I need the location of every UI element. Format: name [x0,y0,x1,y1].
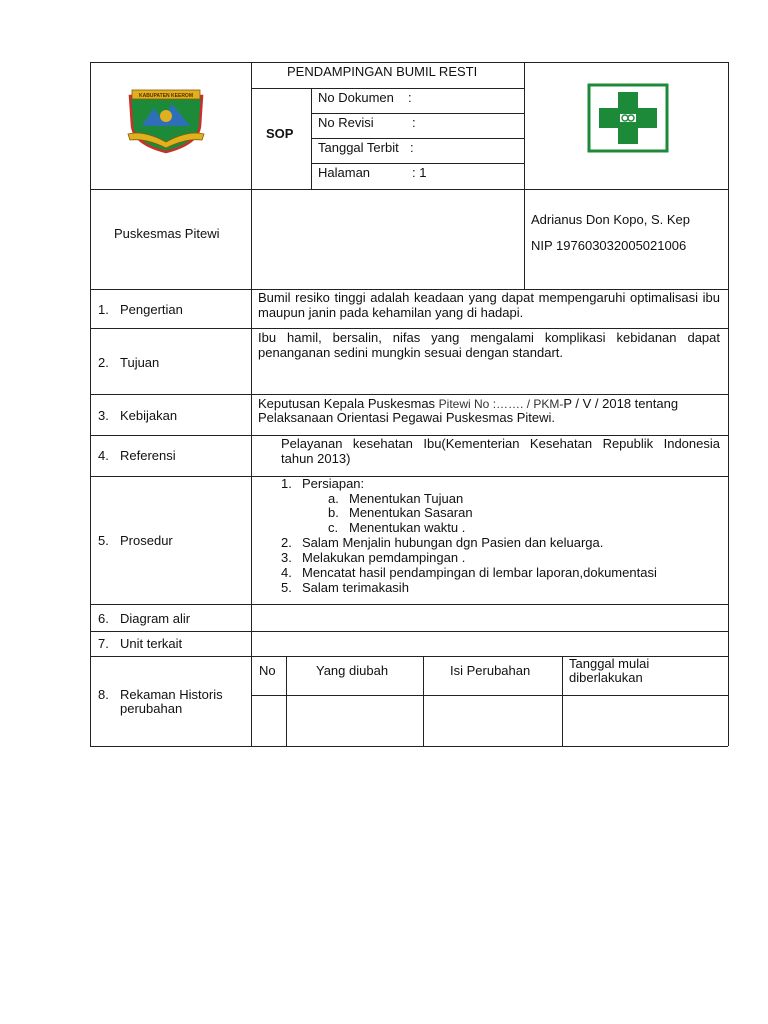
kebijakan-num: 3. [98,408,109,423]
sop-label: SOP [266,126,294,141]
prosedur-label: Prosedur [120,533,173,548]
kebijakan-label: Kebijakan [120,408,178,423]
kebijakan-text-line2: Pelaksanaan Orientasi Pegawai Puskesmas Pitewi. [258,410,555,425]
rekaman-col-tanggal-1: Tanggal mulai [569,656,650,671]
clinic-name: Puskesmas Pitewi [114,226,220,241]
field-halaman-label: Halaman [318,165,371,180]
list-item-num: 5. [281,580,292,595]
field-no-revisi-value: : [412,115,416,130]
list-item-num: 1. [281,476,292,491]
pengertian-num: 1. [98,302,109,317]
list-item: Menentukan Tujuan [349,491,464,506]
list-item-num: b. [328,505,339,520]
pengertian-text: Bumil resiko tinggi adalah keadaan yang dapat mempengaruhi optimalisasi ibu maupun janin pada kehamilan yang di hadapi. [258,290,720,320]
diagram-num: 6. [98,611,109,626]
list-item: Menentukan Sasaran [349,505,473,520]
pengertian-label: Pengertian [120,302,183,317]
unit-label: Unit terkait [120,636,183,651]
tujuan-num: 2. [98,355,109,370]
signer-name: Adrianus Don Kopo, S. Kep [531,212,690,227]
list-item-num: a. [328,491,339,506]
regency-logo [124,86,208,156]
rekaman-col-yang-diubah: Yang diubah [316,663,389,678]
list-item: Mencatat hasil pendampingan di lembar laporan,dokumentasi [302,565,657,580]
unit-num: 7. [98,636,109,651]
list-item: Persiapan: [302,476,365,491]
field-tanggal-terbit-value: : [410,140,414,155]
list-item-num: c. [328,520,339,535]
list-item-num: 3. [281,550,292,565]
kebijakan-text-a: Keputusan Kepala Puskesmas [258,396,439,411]
rekaman-label-1: Rekaman Historis [120,687,223,702]
list-item: Salam terimakasih [302,580,409,595]
rekaman-num: 8. [98,687,109,702]
field-no-dokumen-label: No Dokumen [318,90,394,105]
rekaman-label-2: perubahan [120,701,183,716]
prosedur-num: 5. [98,533,109,548]
field-halaman-value: : 1 [412,165,427,180]
tujuan-text: Ibu hamil, bersalin, nifas yang mengalami komplikasi kebidanan dapat penanganan sedini mungkin sesuai dengan standart. [258,330,720,360]
signer-nip: NIP 197603032005021006 [531,238,687,253]
rekaman-col-isi-perubahan: Isi Perubahan [450,663,531,678]
kebijakan-text-c: P / V / 2018 tentang [563,396,679,411]
referensi-label: Referensi [120,448,176,463]
referensi-text: Pelayanan kesehatan Ibu(Kementerian Kesehatan Republik Indonesia tahun 2013) [281,436,720,466]
regency-logo-text: KABUPATEN KEEROM [139,93,193,99]
referensi-num: 4. [98,448,109,463]
list-item: Melakukan pemdampingan . [302,550,466,565]
field-no-revisi-label: No Revisi [318,115,374,130]
rekaman-col-tanggal-2: diberlakukan [569,670,643,685]
list-item-num: 2. [281,535,292,550]
list-item: Salam Menjalin hubungan dgn Pasien dan keluarga. [302,535,604,550]
puskesmas-logo [585,82,671,154]
rekaman-col-no: No [259,663,276,678]
kebijakan-text-b: Pitewi No :……. / PKM- [438,397,564,411]
list-item: Menentukan waktu . [349,520,466,535]
field-tanggal-terbit-label: Tanggal Terbit [318,140,399,155]
tujuan-label: Tujuan [120,355,160,370]
field-no-dokumen-value: : [408,90,412,105]
diagram-label: Diagram alir [120,611,191,626]
list-item-num: 4. [281,565,292,580]
sop-title: PENDAMPINGAN BUMIL RESTI [287,64,478,79]
